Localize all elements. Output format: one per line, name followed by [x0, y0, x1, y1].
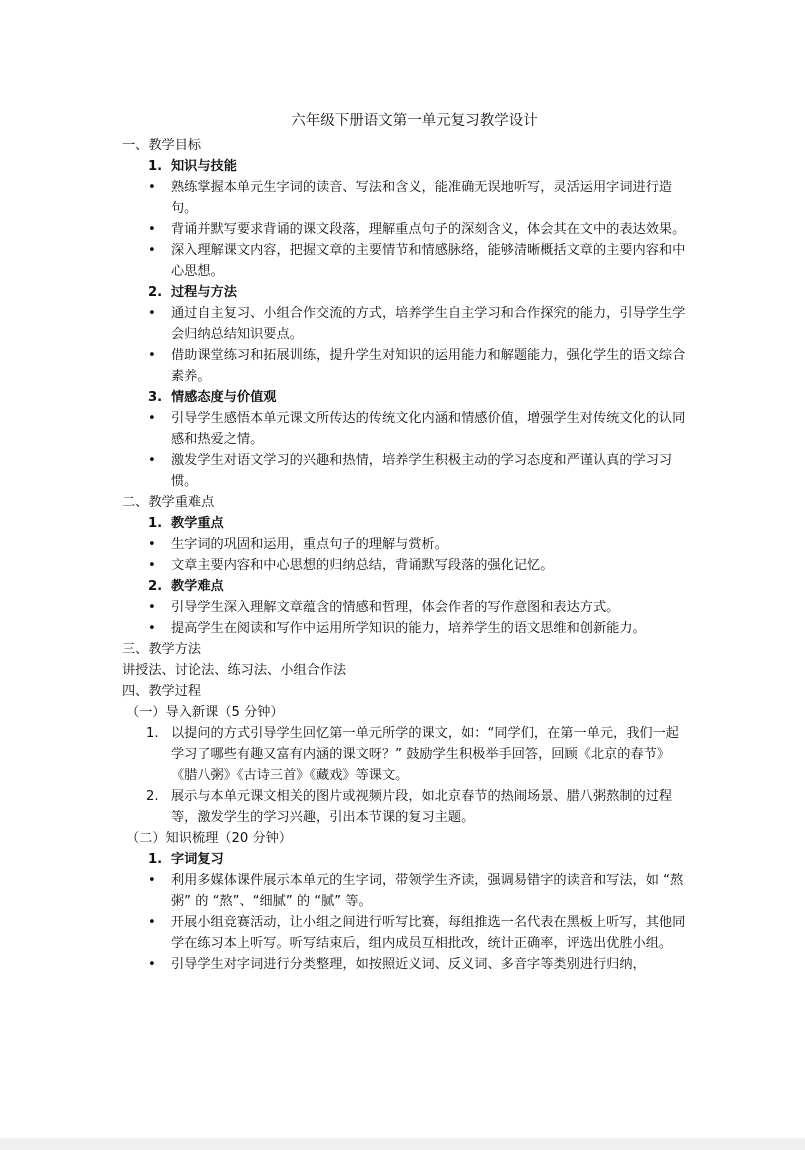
section-heading-key-points: 二、教学重难点: [122, 495, 215, 510]
list-item: • 利用多媒体课件展示本单元的生字词，带领学生齐读，强调易错字的读音和写法，如 “熬粥” 的 “熬”、“细腻” 的 “腻” 等。: [122, 870, 687, 912]
numbered-item: [122, 786, 687, 828]
item-number: 1.: [146, 726, 159, 741]
item-number: 2.: [146, 789, 159, 804]
document-title: 六年级下册语文第一单元复习教学设计: [291, 113, 538, 129]
list-item: • 文章主要内容和中心思想的归纳总结，背诵默写段落的强化记忆。: [122, 555, 687, 576]
numbered-item: [122, 723, 687, 786]
part-heading-introduction: （一）导入新课（5 分钟）: [126, 705, 284, 720]
item-text: 展示与本单元课文相关的图片或视频片段，如北京春节的热闹场景、腊八粥熬制的过程等，激发学生的学习兴趣，引出本节课的复习主题。: [171, 789, 673, 825]
section-heading-methods: 三、教学方法: [122, 642, 202, 657]
subheading-number: 3.: [148, 390, 163, 405]
list-item: • 通过自主复习、小组合作交流的方式，培养学生自主学习和合作探究的能力，引导学生学会归纳总结知识要点。: [122, 303, 687, 345]
subheading-knowledge-skills: [122, 156, 687, 177]
subheading-text: 教学重点: [171, 516, 224, 531]
subheading-number: 1.: [148, 159, 163, 174]
subheading-text: 教学难点: [171, 579, 224, 594]
subheading-text: 知识与技能: [171, 159, 237, 174]
list-item: • 提高学生在阅读和写作中运用所学知识的能力，培养学生的语文思维和创新能力。: [122, 618, 687, 639]
list-item: • 引导学生对字词进行分类整理，如按照近义词、反义词、多音字等类别进行归纳，: [122, 954, 687, 975]
document-content: [122, 110, 687, 975]
subheading-teaching-difficulty: [122, 576, 687, 597]
section-heading-goals: 一、教学目标: [122, 138, 202, 153]
list-item: • 引导学生深入理解文章蕴含的情感和哲理，体会作者的写作意图和表达方式。: [122, 597, 687, 618]
subheading-number: 1.: [148, 516, 163, 531]
part-heading-knowledge-review: （二）知识梳理（20 分钟）: [126, 831, 293, 846]
subheading-process-methods: [122, 282, 687, 303]
subheading-number: 2.: [148, 579, 163, 594]
list-item: • 深入理解课文内容，把握文章的主要情节和情感脉络，能够清晰概括文章的主要内容和中心思想。: [122, 240, 687, 282]
item-text: 以提问的方式引导学生回忆第一单元所学的课文，如：“同学们，在第一单元，我们一起学习了哪些有趣又富有内涵的课文呀？” 鼓励学生积极举手回答，回顾《北京的春节》《腊八粥》《古诗三首》《藏戏》等课文。: [171, 726, 679, 783]
subheading-text: 过程与方法: [171, 285, 237, 300]
list-item: • 激发学生对语文学习的兴趣和热情，培养学生积极主动的学习态度和严谨认真的学习习惯。: [122, 450, 687, 492]
list-item: • 借助课堂练习和拓展训练，提升学生对知识的运用能力和解题能力，强化学生的语文综合素养。: [122, 345, 687, 387]
subheading-attitude-values: [122, 387, 687, 408]
list-item: • 背诵并默写要求背诵的课文段落，理解重点句子的深刻含义，体会其在文中的表达效果。: [122, 219, 687, 240]
list-item: • 引导学生感悟本单元课文所传达的传统文化内涵和情感价值，增强学生对传统文化的认同感和热爱之情。: [122, 408, 687, 450]
list-item: • 开展小组竞赛活动，让小组之间进行听写比赛，每组推选一名代表在黑板上听写，其他同学在练习本上听写。听写结束后，组内成员互相批改，统计正确率，评选出优胜小组。: [122, 912, 687, 954]
subheading-text: 字词复习: [171, 852, 224, 867]
subheading-number: 1.: [148, 852, 163, 867]
subheading-teaching-focus: [122, 513, 687, 534]
list-item: • 熟练掌握本单元生字词的读音、写法和含义，能准确无误地听写，灵活运用字词进行造句。: [122, 177, 687, 219]
methods-text: 讲授法、讨论法、练习法、小组合作法: [122, 663, 347, 678]
subheading-vocabulary-review: [122, 849, 687, 870]
subheading-text: 情感态度与价值观: [171, 390, 277, 405]
list-item: • 生字词的巩固和运用，重点句子的理解与赏析。: [122, 534, 687, 555]
subheading-number: 2.: [148, 285, 163, 300]
section-heading-process: 四、教学过程: [122, 684, 202, 699]
